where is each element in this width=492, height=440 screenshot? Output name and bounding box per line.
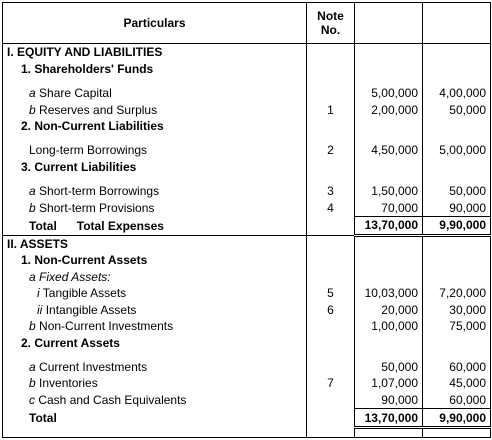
subheading-row <box>3 118 491 134</box>
previous-year-amount: 75,000 <box>423 318 491 334</box>
header-particulars: Particulars <box>3 3 307 44</box>
subheading: 1. Shareholders' Funds <box>3 61 307 77</box>
table-header-row <box>3 3 491 44</box>
previous-year-amount: 4,00,000 <box>423 85 491 101</box>
item-label: Tangible Assets <box>42 286 127 301</box>
table-row <box>3 142 491 158</box>
section-title: I. EQUITY AND LIABILITIES <box>3 44 307 61</box>
item-marker: b <box>29 319 36 334</box>
item-label: Intangible Assets <box>45 302 137 317</box>
table-row <box>3 301 491 317</box>
total-row-equity <box>3 216 491 235</box>
subheading-row <box>3 61 491 77</box>
item-marker: b <box>29 102 36 117</box>
item-label: Current Investments <box>39 359 148 374</box>
total-current-year: 13,70,000 <box>355 409 423 428</box>
section-assets <box>3 235 491 252</box>
balance-sheet-table <box>2 2 491 438</box>
item-label: Reserves and Surplus <box>39 102 158 117</box>
table-row <box>3 318 491 334</box>
previous-year-amount: 60,000 <box>423 359 491 375</box>
note-number <box>307 318 355 334</box>
header-note-line2: No. <box>320 23 341 37</box>
subheading-row <box>3 334 491 350</box>
total-expenses-label: Total Expenses <box>76 218 164 233</box>
total-current-year: 13,70,000 <box>355 216 423 235</box>
current-year-amount: 4,50,000 <box>355 142 423 158</box>
item-marker: a <box>29 359 36 374</box>
subheading-row <box>3 159 491 175</box>
previous-year-amount: 5,00,000 <box>423 142 491 158</box>
current-year-amount: 70,000 <box>355 199 423 216</box>
item-marker: b <box>29 376 36 391</box>
item-label: Inventories <box>39 376 98 391</box>
header-note-line1: Note <box>317 9 344 23</box>
current-year-amount: 20,000 <box>355 301 423 317</box>
previous-year-amount: 50,000 <box>423 183 491 199</box>
item-marker: i <box>37 286 40 301</box>
table-row <box>3 199 491 216</box>
table-row <box>3 85 491 101</box>
header-current-year <box>355 3 423 44</box>
previous-year-amount: 90,000 <box>423 199 491 216</box>
current-year-amount: 50,000 <box>355 359 423 375</box>
note-number: 5 <box>307 285 355 301</box>
previous-year-amount: 30,000 <box>423 301 491 317</box>
subheading: 2. Current Assets <box>3 334 307 350</box>
current-year-amount: 10,03,000 <box>355 285 423 301</box>
item-label: Long-term Borrowings <box>3 142 307 158</box>
current-year-amount: 5,00,000 <box>355 85 423 101</box>
note-number: 7 <box>307 375 355 391</box>
current-year-amount: 1,07,000 <box>355 375 423 391</box>
note-number: 2 <box>307 142 355 158</box>
item-label: Short-term Borrowings <box>39 184 160 199</box>
current-year-amount: 1,00,000 <box>355 318 423 334</box>
item-label: Fixed Assets: <box>39 269 111 284</box>
table-row <box>3 359 491 375</box>
item-marker: ii <box>37 302 43 317</box>
note-number: 1 <box>307 101 355 117</box>
note-number: 4 <box>307 199 355 216</box>
subheading: 3. Current Liabilities <box>3 159 307 175</box>
current-year-amount: 1,50,000 <box>355 183 423 199</box>
note-number: 3 <box>307 183 355 199</box>
current-year-amount: 2,00,000 <box>355 101 423 117</box>
table-row <box>3 269 491 285</box>
item-marker: a <box>29 86 36 101</box>
total-label: Total <box>29 218 57 233</box>
item-label: Cash and Cash Equivalents <box>38 393 187 408</box>
total-previous-year: 9,90,000 <box>423 409 491 428</box>
table-row <box>3 392 491 409</box>
previous-year-amount: 60,000 <box>423 392 491 409</box>
header-previous-year <box>423 3 491 44</box>
section-equity-liabilities <box>3 44 491 61</box>
item-label: Share Capital <box>39 86 112 101</box>
previous-year-amount: 50,000 <box>423 101 491 117</box>
item-marker: a <box>29 269 36 284</box>
section-title: II. ASSETS <box>3 235 307 252</box>
header-note-no <box>307 3 355 44</box>
subheading-row <box>3 252 491 268</box>
current-year-amount: 90,000 <box>355 392 423 409</box>
note-number: 6 <box>307 301 355 317</box>
total-row-assets <box>3 409 491 428</box>
previous-year-amount: 7,20,000 <box>423 285 491 301</box>
subheading: 2. Non-Current Liabilities <box>3 118 307 134</box>
note-number <box>307 392 355 409</box>
item-marker: a <box>29 184 36 199</box>
total-label: Total <box>3 409 307 428</box>
table-row <box>3 183 491 199</box>
item-marker: c <box>29 393 35 408</box>
table-row <box>3 285 491 301</box>
subheading: 1. Non-Current Assets <box>3 252 307 268</box>
note-number <box>307 359 355 375</box>
item-marker: b <box>29 200 36 215</box>
item-label: Non-Current Investments <box>39 319 174 334</box>
table-row <box>3 375 491 391</box>
table-row <box>3 101 491 117</box>
note-number <box>307 85 355 101</box>
total-previous-year: 9,90,000 <box>423 216 491 235</box>
previous-year-amount: 45,000 <box>423 375 491 391</box>
item-label: Short-term Provisions <box>39 200 155 215</box>
